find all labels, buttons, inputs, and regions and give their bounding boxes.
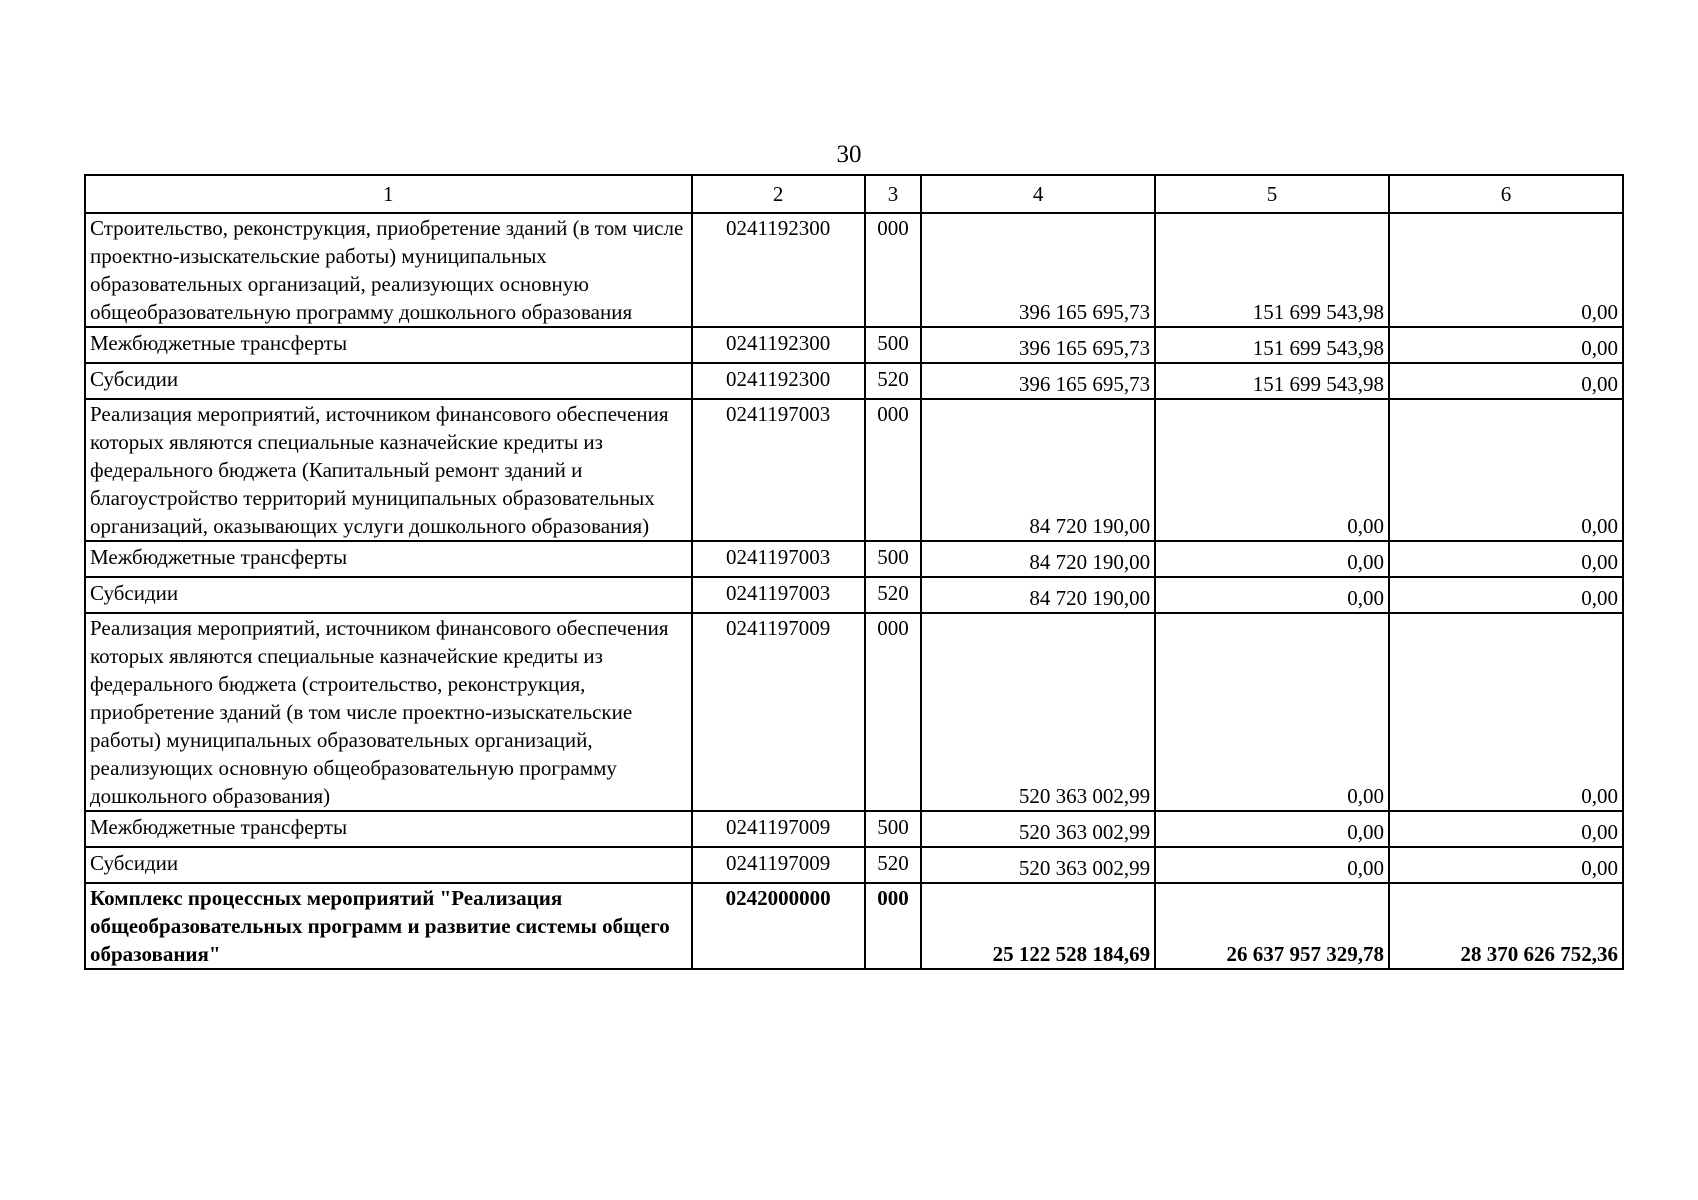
- target-article-code: 0241197003: [692, 541, 865, 577]
- row-name: Межбюджетные трансферты: [85, 327, 692, 363]
- amount-col-5: 26 637 957 329,78: [1155, 883, 1389, 969]
- table-row: [85, 399, 1623, 541]
- amount-col-4: 520 363 002,99: [921, 811, 1155, 847]
- amount-col-4: 84 720 190,00: [921, 399, 1155, 541]
- target-article-code: 0241197003: [692, 577, 865, 613]
- column-header: 5: [1155, 175, 1389, 213]
- row-name: Субсидии: [85, 363, 692, 399]
- amount-col-6: 0,00: [1389, 213, 1623, 327]
- table-row: [85, 363, 1623, 399]
- target-article-code: 0242000000: [692, 883, 865, 969]
- amount-col-5: 151 699 543,98: [1155, 363, 1389, 399]
- row-name: Реализация мероприятий, источником финансового обеспечения которых являются специальные казначейские кредиты из федерального бюджета (Капитальный ремонт зданий и благоустройство территорий муниципальных образовательных организаций, оказывающих услуги дошкольного образования): [85, 399, 692, 541]
- amount-col-4: 396 165 695,73: [921, 213, 1155, 327]
- amount-col-6: 0,00: [1389, 847, 1623, 883]
- amount-col-6: 0,00: [1389, 327, 1623, 363]
- table-row: [85, 577, 1623, 613]
- amount-col-4: 84 720 190,00: [921, 577, 1155, 613]
- amount-col-5: 0,00: [1155, 847, 1389, 883]
- expense-type-code: 500: [865, 541, 921, 577]
- expense-type-code: 520: [865, 577, 921, 613]
- column-number-header: [85, 175, 1623, 213]
- expense-type-code: 500: [865, 327, 921, 363]
- amount-col-4: 520 363 002,99: [921, 613, 1155, 811]
- amount-col-6: 0,00: [1389, 399, 1623, 541]
- target-article-code: 0241197009: [692, 811, 865, 847]
- expense-type-code: 520: [865, 363, 921, 399]
- table-row: [85, 541, 1623, 577]
- amount-col-5: 0,00: [1155, 399, 1389, 541]
- amount-col-4: 396 165 695,73: [921, 363, 1155, 399]
- amount-col-5: 151 699 543,98: [1155, 327, 1389, 363]
- amount-col-5: 0,00: [1155, 577, 1389, 613]
- row-name: Субсидии: [85, 847, 692, 883]
- target-article-code: 0241197009: [692, 847, 865, 883]
- column-header: 4: [921, 175, 1155, 213]
- target-article-code: 0241192300: [692, 213, 865, 327]
- row-name: Межбюджетные трансферты: [85, 541, 692, 577]
- amount-col-4: 84 720 190,00: [921, 541, 1155, 577]
- table-row: [85, 327, 1623, 363]
- amount-col-4: 396 165 695,73: [921, 327, 1155, 363]
- table-row: [85, 811, 1623, 847]
- amount-col-6: 0,00: [1389, 613, 1623, 811]
- amount-col-6: 0,00: [1389, 541, 1623, 577]
- target-article-code: 0241192300: [692, 327, 865, 363]
- expense-type-code: 000: [865, 213, 921, 327]
- target-article-code: 0241192300: [692, 363, 865, 399]
- target-article-code: 0241197003: [692, 399, 865, 541]
- column-header: 3: [865, 175, 921, 213]
- table-row: [85, 213, 1623, 327]
- expense-type-code: 000: [865, 399, 921, 541]
- table-row: [85, 613, 1623, 811]
- row-name: Субсидии: [85, 577, 692, 613]
- amount-col-5: 0,00: [1155, 811, 1389, 847]
- row-name: Комплекс процессных мероприятий "Реализация общеобразовательных программ и развитие системы общего образования": [85, 883, 692, 969]
- amount-col-4: 25 122 528 184,69: [921, 883, 1155, 969]
- expense-type-code: 520: [865, 847, 921, 883]
- column-header: 2: [692, 175, 865, 213]
- amount-col-5: 151 699 543,98: [1155, 213, 1389, 327]
- target-article-code: 0241197009: [692, 613, 865, 811]
- column-header: 1: [85, 175, 692, 213]
- column-header: 6: [1389, 175, 1623, 213]
- amount-col-6: 28 370 626 752,36: [1389, 883, 1623, 969]
- expense-type-code: 000: [865, 883, 921, 969]
- amount-col-5: 0,00: [1155, 541, 1389, 577]
- expense-type-code: 000: [865, 613, 921, 811]
- budget-table: [84, 174, 1624, 970]
- amount-col-6: 0,00: [1389, 577, 1623, 613]
- row-name: Реализация мероприятий, источником финансового обеспечения которых являются специальные казначейские кредиты из федерального бюджета (строительство, реконструкция, приобретение зданий (в том числе проектно-изыскательские работы) муниципальных образовательных организаций, реализующих основную общеобразовательную программу дошкольного образования): [85, 613, 692, 811]
- amount-col-6: 0,00: [1389, 811, 1623, 847]
- table-row-total: [85, 883, 1623, 969]
- row-name: Строительство, реконструкция, приобретение зданий (в том числе проектно-изыскательские работы) муниципальных образовательных организаций, реализующих основную общеобразовательную программу дошкольного образования: [85, 213, 692, 327]
- amount-col-6: 0,00: [1389, 363, 1623, 399]
- expense-type-code: 500: [865, 811, 921, 847]
- table-row: [85, 847, 1623, 883]
- amount-col-5: 0,00: [1155, 613, 1389, 811]
- amount-col-4: 520 363 002,99: [921, 847, 1155, 883]
- row-name: Межбюджетные трансферты: [85, 811, 692, 847]
- page-number: 30: [836, 141, 862, 168]
